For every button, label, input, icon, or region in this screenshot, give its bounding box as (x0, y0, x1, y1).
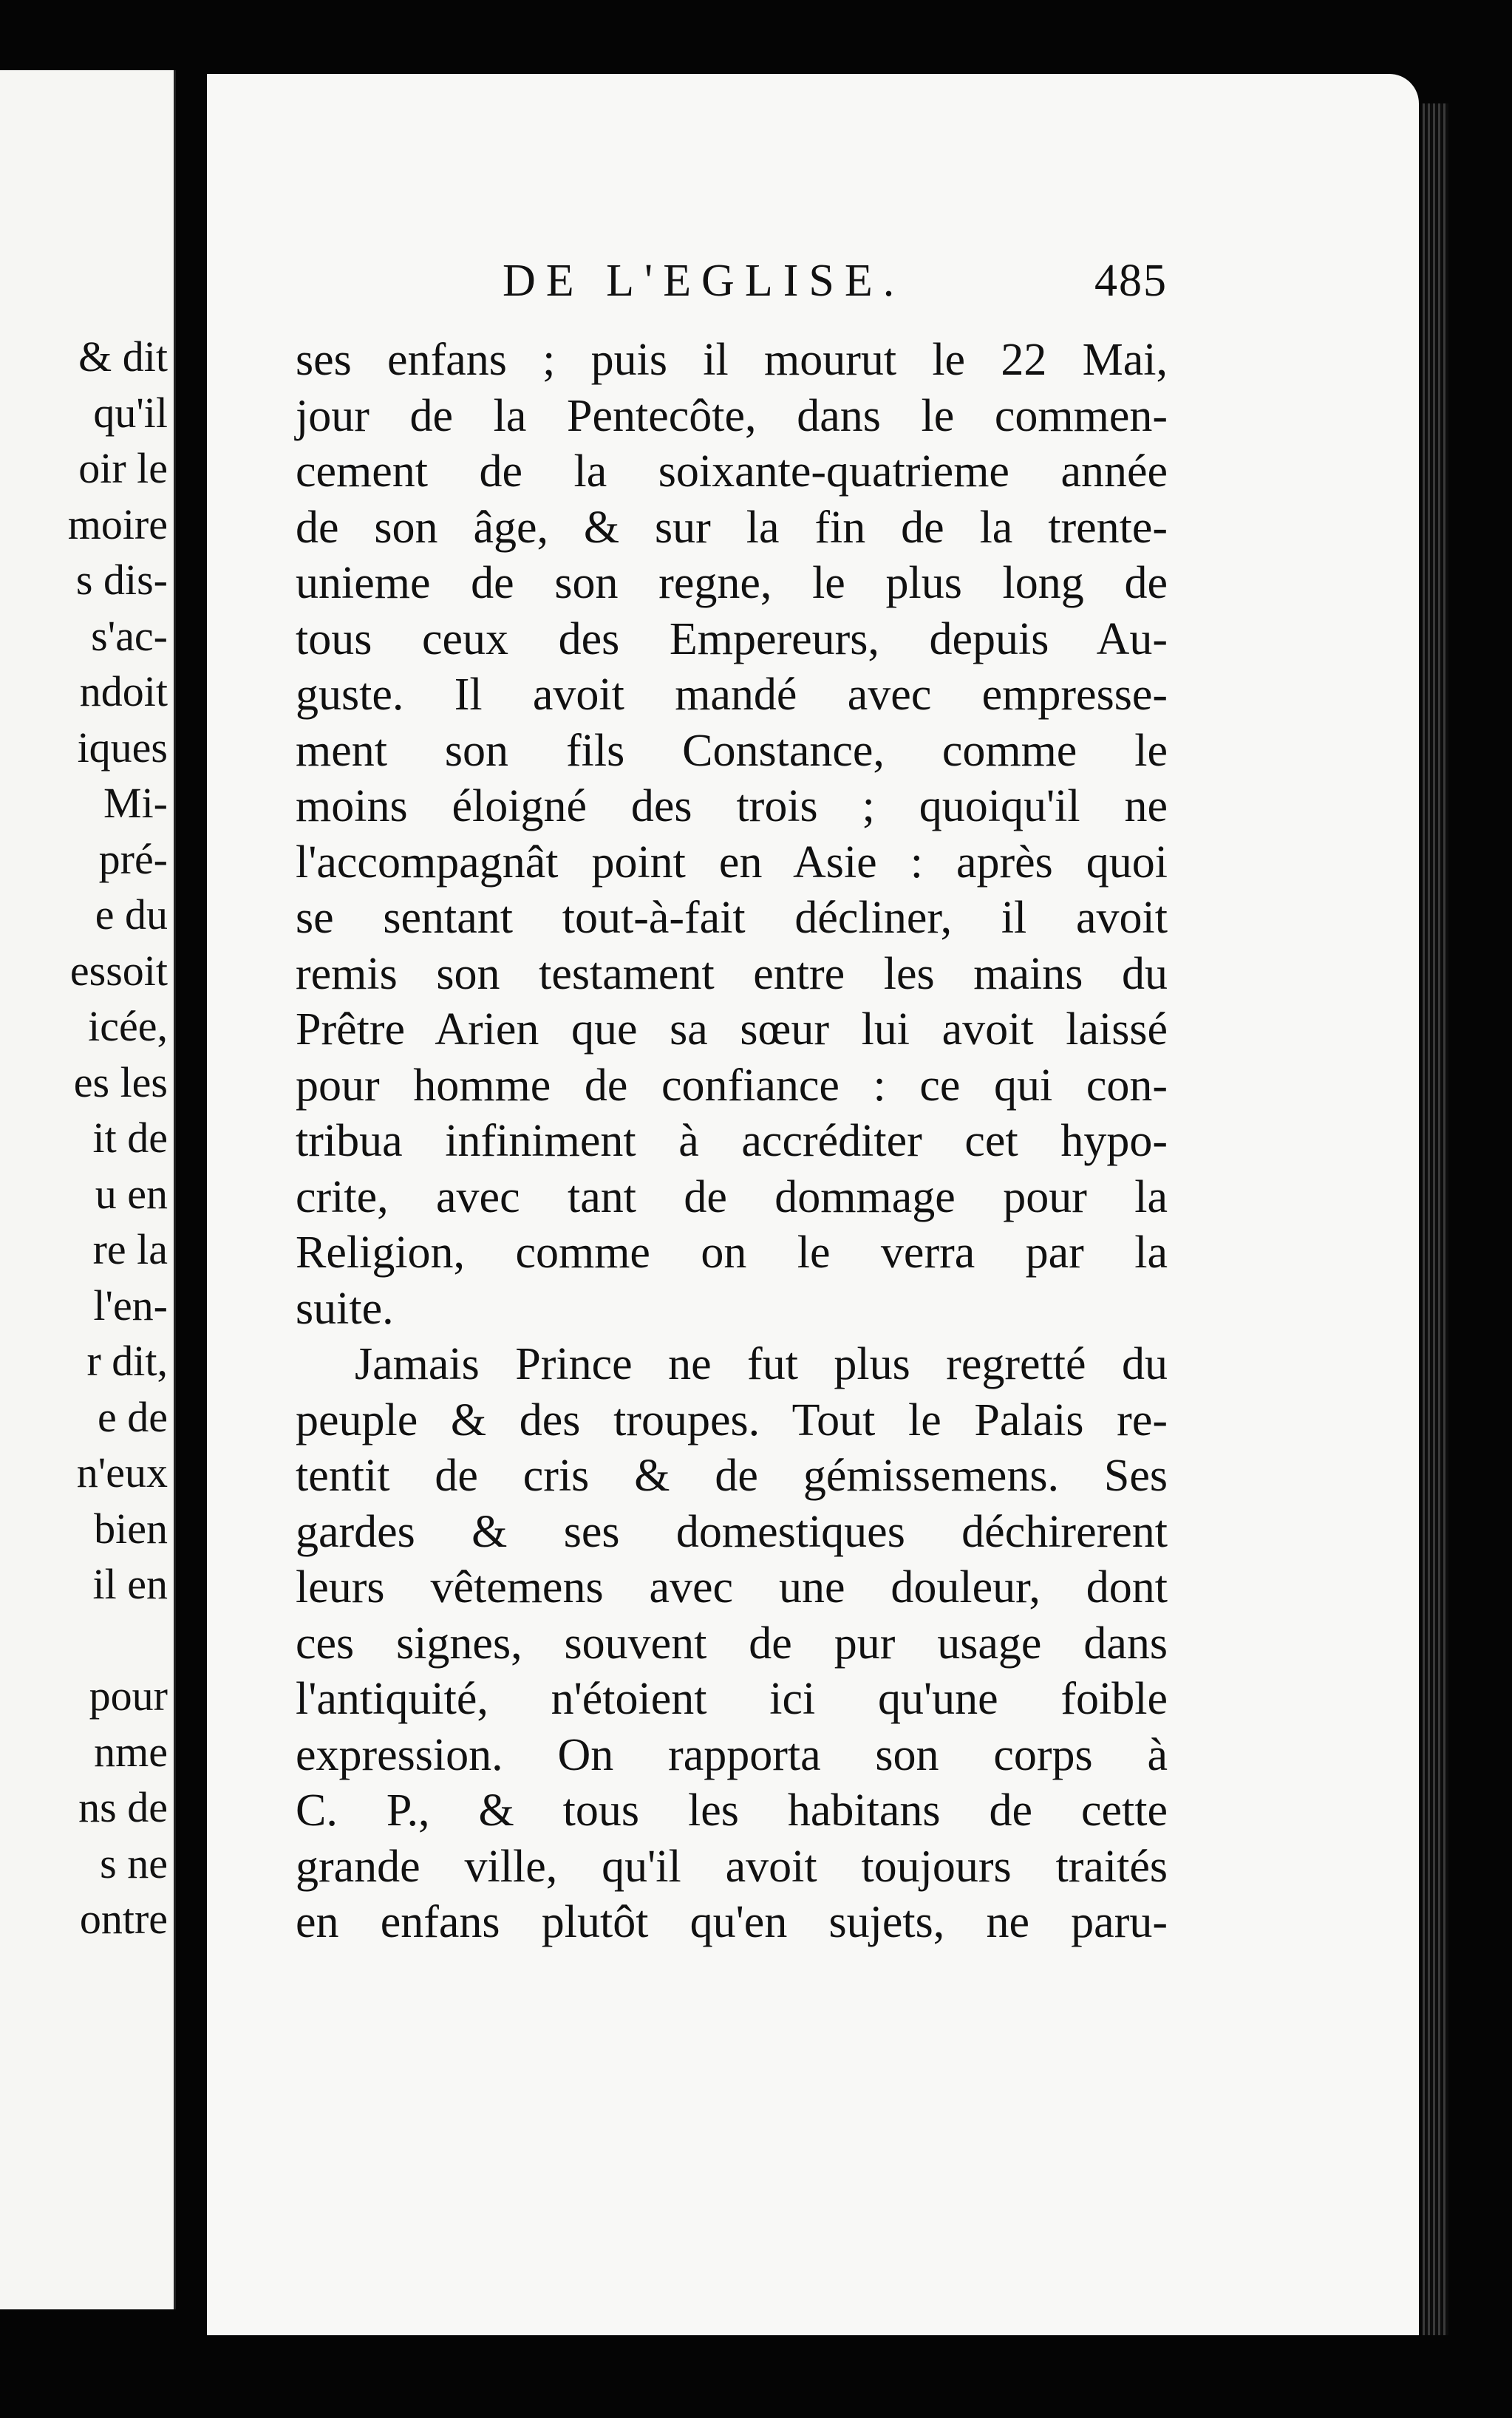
facing-line: bien (94, 1504, 168, 1553)
facing-line: iques (77, 723, 168, 772)
text-line: pour homme de confiance : ce qui con- (296, 1060, 1168, 1111)
text-line: cement de la soixante-quatrieme année (296, 446, 1168, 497)
text-line: tentit de cris & de gémissemens. Ses (296, 1451, 1168, 1501)
text-line: moins éloigné des trois ; quoiqu'il ne (296, 781, 1168, 831)
running-head: DE L'EGLISE. (503, 256, 905, 306)
paragraph-1 (296, 333, 1168, 1337)
text-line: Religion, comme on le verra par la (296, 1227, 1168, 1278)
text-line: unieme de son regne, le plus long de (296, 558, 1168, 608)
text-line: de son âge, & sur la fin de la trente- (296, 502, 1168, 553)
facing-line: essoit (69, 946, 168, 995)
text-line: tous ceux des Empereurs, depuis Au- (296, 613, 1168, 664)
text-line: crite, avec tant de dommage pour la (296, 1171, 1168, 1222)
text-line: tribua infiniment à accréditer cet hypo- (296, 1116, 1168, 1166)
facing-line: Mi- (103, 779, 168, 827)
page-edges (1423, 103, 1448, 2335)
facing-line: l'en- (93, 1281, 168, 1329)
facing-line (68, 1612, 168, 1669)
facing-line: e du (95, 890, 168, 939)
text-line: guste. Il avoit mandé avec empresse- (296, 670, 1168, 720)
text-line: remis son testament entre les mains du (296, 948, 1168, 999)
text-line: se sentant tout-à-fait décliner, il avoit (296, 893, 1168, 943)
facing-line: oir le (78, 444, 168, 492)
facing-line: icée, (88, 1002, 168, 1050)
text-line: expression. On rapporta son corps à (296, 1729, 1168, 1780)
facing-line: qu'il (93, 388, 168, 437)
facing-line: moire (67, 500, 168, 548)
facing-line: n'eux (76, 1448, 168, 1496)
body-text (296, 333, 1168, 1951)
text-line: Prêtre Arien que sa sœur lui avoit laissé (296, 1004, 1168, 1055)
facing-line: s ne (100, 1839, 168, 1887)
facing-line: u en (95, 1169, 168, 1218)
text-line: suite. (296, 1283, 394, 1334)
facing-line: re la (92, 1225, 168, 1273)
text-line: peuple & des troupes. Tout le Palais re- (296, 1394, 1168, 1445)
facing-line: nme (94, 1727, 168, 1776)
text-line: en enfans plutôt qu'en sujets, ne paru- (296, 1897, 1168, 1947)
text-line: ment son fils Constance, comme le (296, 725, 1168, 776)
text-line: Jamais Prince ne fut plus regretté du (355, 1339, 1168, 1389)
paragraph-2 (296, 1337, 1168, 1951)
text-line: l'accompagnât point en Asie : après quoi (296, 837, 1168, 888)
text-line: jour de la Pentecôte, dans le commen- (296, 390, 1168, 441)
facing-line: r dit, (86, 1337, 168, 1385)
facing-line: pour (89, 1672, 168, 1720)
text-line: C. P., & tous les habitans de cette (296, 1785, 1168, 1836)
facing-line: s dis- (75, 556, 168, 604)
text-line: grande ville, qu'il avoit toujours traités (296, 1841, 1168, 1892)
facing-line: il en (92, 1560, 168, 1608)
facing-page-left (0, 70, 176, 2309)
facing-line: ns de (78, 1783, 168, 1831)
facing-line: ontre (79, 1895, 168, 1943)
text-line: ces signes, souvent de pur usage dans (296, 1618, 1168, 1669)
facing-line: e de (98, 1392, 168, 1441)
facing-page-text (68, 329, 168, 1947)
text-line: l'antiquité, n'étoient ici qu'une foible (296, 1674, 1168, 1724)
facing-line: it de (92, 1114, 168, 1162)
page-header (296, 255, 1168, 321)
page-number: 485 (1094, 256, 1168, 306)
facing-line: es les (73, 1058, 168, 1106)
facing-line: & dit (78, 333, 168, 381)
text-line: leurs vêtemens avec une douleur, dont (296, 1562, 1168, 1612)
facing-line: s'ac- (91, 611, 168, 660)
facing-line: pré- (98, 834, 168, 883)
text-line: gardes & ses domestiques déchirerent (296, 1506, 1168, 1557)
text-line: ses enfans ; puis il mourut le 22 Mai, (296, 335, 1168, 385)
facing-line: ndoit (79, 667, 168, 715)
